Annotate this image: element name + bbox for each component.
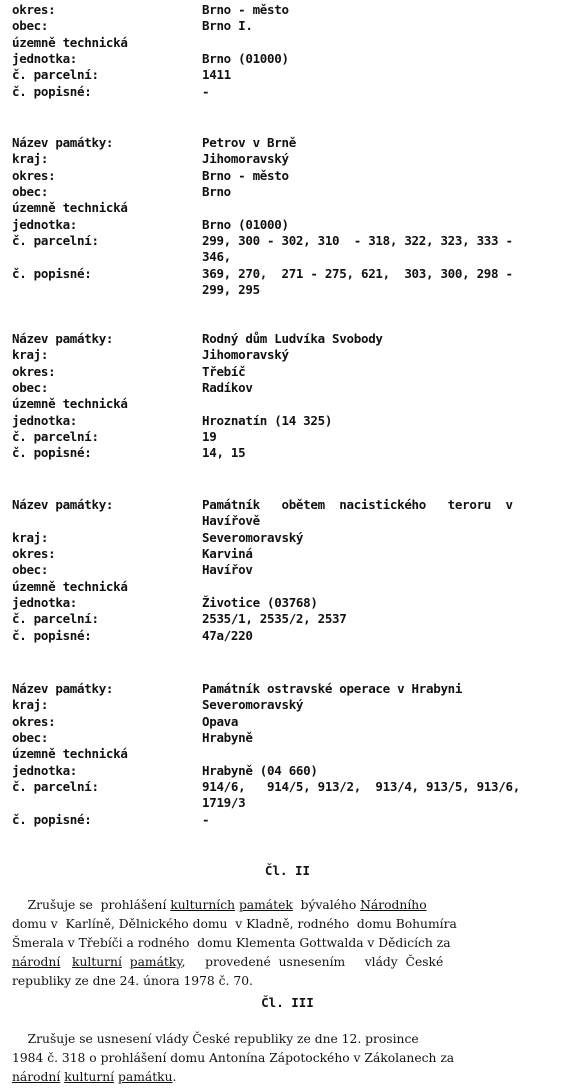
field-label: Název památky: [12,331,114,346]
record-row [0,266,575,282]
record-row [0,530,575,546]
record-row [0,562,575,578]
record-row [0,730,575,746]
underlined-text: národní [12,955,61,969]
underlined-text: kulturní [64,1070,115,1084]
text-run: domu v Karlíně, Dělnického domu v Kladně, rodného domu Bohumíra [12,917,457,931]
field-label: jednotka: [12,762,78,778]
field-label: okres: [12,546,56,562]
record-row [0,579,575,595]
field-value: Brno I. [202,18,253,34]
underlined-text: památky [129,955,182,969]
field-value: 47a/220 [202,627,253,643]
record-row [0,217,575,233]
field-value: Severomoravský [202,529,304,545]
field-label: územně technická [12,578,128,594]
text-run: Zrušuje se prohlášení [12,898,171,912]
paragraph-line [12,972,564,991]
record-row [0,763,575,779]
article-heading-3: Čl. III [261,995,314,1010]
paragraph-line [12,896,564,915]
field-value: Památník obětem nacistického teroru v [202,497,513,512]
underlined-text: kulturních [170,898,236,912]
text-run: bývalého [292,898,361,912]
paragraph-line [12,1030,564,1049]
record-row [0,35,575,51]
article-3-paragraph [12,1030,564,1087]
field-value: Brno - město [202,167,289,183]
text-run [122,955,130,969]
record-row [0,746,575,762]
field-label: okres: [12,713,56,729]
field-value: 346, [202,249,231,265]
field-value: Radíkov [202,380,253,396]
field-value: Petrov v Brně [202,135,296,150]
field-label: č. parcelní: [12,779,99,795]
field-label: č. parcelní: [12,429,99,445]
field-label: č. parcelní: [12,233,99,249]
field-label: okres: [12,167,56,183]
field-value: Karviná [202,546,253,562]
field-label: obec: [12,18,49,34]
field-value: Brno (01000) [202,216,289,232]
field-value: 1719/3 [202,795,246,811]
field-label: územně technická [12,396,128,412]
field-label: jednotka: [12,412,78,428]
record-row [0,364,575,380]
field-value: 369, 270, 271 - 275, 621, 303, 300, 298 - [202,265,513,281]
field-value: Havířově [202,513,260,529]
field-label: obec: [12,184,49,200]
record-row [0,812,575,828]
paragraph-line [12,934,564,953]
record-row [0,249,575,265]
paragraph-line [12,1049,564,1068]
record-row [0,168,575,184]
record-row [0,779,575,795]
field-label: Název památky: [12,497,114,512]
underlined-text: památek [238,898,293,912]
field-value: 914/6, 914/5, 913/2, 913/4, 913/5, 913/6, [202,779,520,795]
record-row [0,714,575,730]
field-value: 14, 15 [202,445,246,461]
field-label: č. popisné: [12,445,92,461]
text-run: , provedené usnesením vlády České [181,955,444,969]
field-label: územně technická [12,200,128,216]
field-value: - [202,811,210,827]
record-row [0,497,575,513]
field-value: Hrabyně (04 660) [202,762,318,778]
field-label: č. parcelní: [12,67,99,83]
field-value: Životice (03768) [202,595,318,611]
article-2-paragraph [12,896,564,991]
field-label: kraj: [12,529,49,545]
field-value: Památník ostravské operace v Hrabyni [202,681,463,696]
field-label: č. parcelní: [12,611,99,627]
paragraph-line [12,1068,564,1087]
field-value: Jihomoravský [202,151,289,167]
field-value: Brno (01000) [202,51,289,67]
field-label: jednotka: [12,216,78,232]
record-row [0,396,575,412]
field-label: územně technická [12,34,128,50]
field-label: územně technická [12,746,128,762]
field-value: 299, 295 [202,282,260,298]
record-row [0,18,575,34]
field-value: Opava [202,713,239,729]
record-row [0,628,575,644]
record-row [0,2,575,18]
record-row [0,546,575,562]
record-row [0,282,575,298]
field-value: 19 [202,429,217,445]
record-row [0,84,575,100]
field-value: Hrabyně [202,730,253,746]
record-row [0,331,575,347]
field-label: kraj: [12,697,49,713]
record-row [0,595,575,611]
record-row [0,681,575,697]
field-value: - [202,83,210,99]
field-label: obec: [12,380,49,396]
field-label: jednotka: [12,595,78,611]
field-value: Třebíč [202,363,246,379]
paragraph-line [12,953,564,972]
paragraph-line [12,915,564,934]
record-row [0,51,575,67]
text-run: 1984 č. 318 o prohlášení domu Antonína Zápotockého v Zákolanech za [12,1051,455,1065]
record-row [0,67,575,83]
article-heading-2: Čl. II [264,863,311,878]
record-row [0,445,575,461]
record-row [0,347,575,363]
record-row [0,795,575,811]
record-row [0,380,575,396]
text-run: Zrušuje se usnesení vlády České republiky ze dne 12. prosince [12,1032,419,1046]
field-label: obec: [12,562,49,578]
field-label: č. popisné: [12,627,92,643]
underlined-text: Národního [360,898,427,912]
text-run: . [172,1070,177,1084]
text-run: Šmerala v Třebíči a rodného domu Klementa Gottwalda v Dědicích za [12,936,451,950]
record-row [0,697,575,713]
record-row [0,513,575,529]
field-value: 2535/1, 2535/2, 2537 [202,611,347,627]
record-row [0,611,575,627]
field-label: okres: [12,2,56,17]
underlined-text: národní [12,1070,61,1084]
record-row [0,135,575,151]
field-value: Rodný dům Ludvíka Svobody [202,331,383,346]
field-label: obec: [12,730,49,746]
field-value: Brno [202,184,231,200]
field-value: 299, 300 - 302, 310 - 318, 322, 323, 333 - [202,233,513,249]
text-run: republiky ze dne 24. února 1978 č. 70. [12,974,253,988]
field-value: Brno - město [202,2,289,17]
field-label: kraj: [12,151,49,167]
field-label: jednotka: [12,51,78,67]
underlined-text: památku [118,1070,173,1084]
record-row [0,200,575,216]
field-label: č. popisné: [12,811,92,827]
field-label: kraj: [12,347,49,363]
field-label: okres: [12,363,56,379]
field-value: Hroznatín (14 325) [202,412,333,428]
record-row [0,184,575,200]
record-row [0,233,575,249]
field-value: Havířov [202,562,253,578]
field-value: 1411 [202,67,231,83]
record-row [0,429,575,445]
record-row [0,151,575,167]
text-run [60,955,72,969]
field-label: Název památky: [12,681,114,696]
field-value: Severomoravský [202,697,304,713]
record-row [0,413,575,429]
field-label: č. popisné: [12,265,92,281]
field-value: Jihomoravský [202,347,289,363]
field-label: č. popisné: [12,83,92,99]
underlined-text: kulturní [72,955,122,969]
field-label: Název památky: [12,135,114,150]
